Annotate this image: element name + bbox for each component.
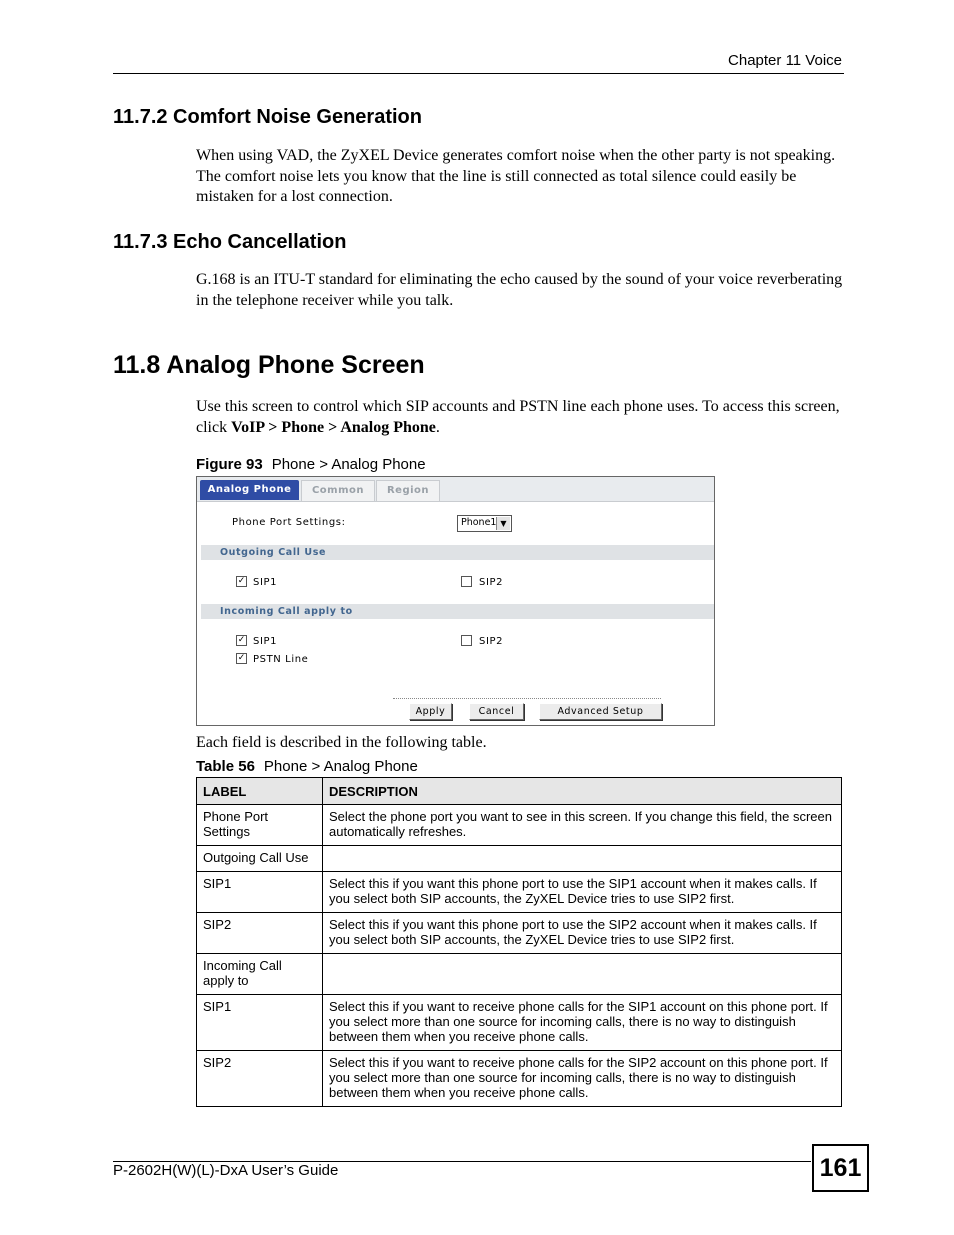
comfort-noise-paragraph: When using VAD, the ZyXEL Device generates comfort noise when the other party is not speaking. The comfort noise lets you know that the line is still connected as total silence could easily be mistaken for a lost connection. [196, 147, 836, 205]
page-number: 161 [812, 1144, 869, 1192]
phone-port-value: Phone1 [461, 517, 497, 528]
row-label: SIP1 [197, 872, 323, 913]
incoming-sip2-label: SIP2 [479, 636, 504, 647]
heading-comfort-noise: 11.7.2 Comfort Noise Generation [113, 106, 422, 128]
incoming-sip1-label: SIP1 [253, 636, 278, 647]
row-description: Select this if you want this phone port to use the SIP1 account when it makes calls. If you select both SIP accounts, the ZyXEL Device tries to use SIP2 first. [323, 872, 842, 913]
incoming-sip2-checkbox[interactable] [461, 635, 472, 646]
table-row [197, 1051, 842, 1107]
figure-label: Figure 93 [196, 456, 263, 473]
table-row [197, 805, 842, 846]
outgoing-sip2-label: SIP2 [479, 577, 504, 588]
table-label: Table 56 [196, 758, 255, 775]
table-title: Phone > Analog Phone [263, 758, 418, 775]
row-description [323, 954, 842, 995]
column-header-label: LABEL [197, 778, 323, 805]
row-label: SIP2 [197, 1051, 323, 1107]
row-label: Phone Port Settings [197, 805, 323, 846]
table-intro-paragraph: Each field is described in the following table. [196, 734, 487, 751]
intro-suffix: . [435, 418, 440, 436]
incoming-pstn-checkbox[interactable]: ✓ [237, 653, 246, 663]
phone-port-select[interactable] [457, 515, 512, 532]
table-row [197, 846, 842, 872]
cancel-button[interactable]: Cancel [469, 703, 524, 720]
row-description: Select this if you want to receive phone calls for the SIP2 account on this phone port. If you select more than one source for incoming calls, there is no way to distinguish between them when you receive phone calls. [323, 1051, 842, 1107]
table-caption [196, 758, 418, 775]
incoming-pstn-label: PSTN Line [253, 654, 309, 665]
chevron-down-icon: ▼ [496, 517, 510, 530]
intro-text: Use this screen to control which SIP accounts and PSTN line each phone uses. To access this screen, click [196, 398, 840, 436]
field-description-table [196, 777, 842, 1107]
incoming-call-apply-bar: Incoming Call apply to [201, 604, 714, 619]
figure-title: Phone > Analog Phone [271, 456, 426, 473]
guide-title: P-2602H(W)(L)-DxA User’s Guide [113, 1162, 339, 1179]
column-header-description: DESCRIPTION [323, 778, 842, 805]
heading-echo-cancellation: 11.7.3 Echo Cancellation [113, 231, 347, 253]
row-description [323, 846, 842, 872]
button-separator [393, 698, 661, 699]
outgoing-call-use-bar: Outgoing Call Use [201, 545, 714, 560]
tab-bar [197, 477, 714, 502]
phone-port-settings-label: Phone Port Settings: [232, 517, 346, 528]
table-row [197, 872, 842, 913]
heading-analog-phone-screen: 11.8 Analog Phone Screen [113, 351, 425, 379]
row-label: Outgoing Call Use [197, 846, 323, 872]
chapter-header: Chapter 11 Voice [728, 52, 842, 69]
apply-button[interactable]: Apply [409, 703, 452, 720]
tab-region[interactable]: Region [376, 480, 440, 501]
table-row [197, 954, 842, 995]
incoming-sip1-checkbox[interactable]: ✓ [237, 635, 246, 645]
tab-analog-phone[interactable]: Analog Phone [200, 480, 299, 500]
row-label: Incoming Call apply to [197, 954, 323, 995]
outgoing-sip2-checkbox[interactable] [461, 576, 472, 587]
outgoing-sip1-checkbox[interactable]: ✓ [237, 576, 246, 586]
analog-phone-screenshot [196, 476, 715, 726]
table-row [197, 913, 842, 954]
echo-cancellation-paragraph: G.168 is an ITU-T standard for eliminating the echo caused by the sound of your voice reverberating in the telephone receiver while you talk. [196, 271, 843, 309]
table-row [197, 995, 842, 1051]
tab-common[interactable]: Common [301, 480, 375, 501]
menu-path: VoIP > Phone > Analog Phone [231, 418, 436, 436]
analog-phone-paragraph [196, 397, 844, 438]
row-label: SIP2 [197, 913, 323, 954]
figure-caption [196, 456, 426, 473]
row-label: SIP1 [197, 995, 323, 1051]
header-rule [113, 73, 844, 74]
row-description: Select the phone port you want to see in this screen. If you change this field, the screen automatically refreshes. [323, 805, 842, 846]
row-description: Select this if you want to receive phone calls for the SIP1 account on this phone port. If you select more than one source for incoming calls, there is no way to distinguish between them when you receive phone calls. [323, 995, 842, 1051]
row-description: Select this if you want this phone port to use the SIP2 account when it makes calls. If you select both SIP accounts, the ZyXEL Device tries to use SIP2 first. [323, 913, 842, 954]
outgoing-sip1-label: SIP1 [253, 577, 278, 588]
table-header-row [197, 778, 842, 805]
advanced-setup-button[interactable]: Advanced Setup [539, 703, 662, 720]
